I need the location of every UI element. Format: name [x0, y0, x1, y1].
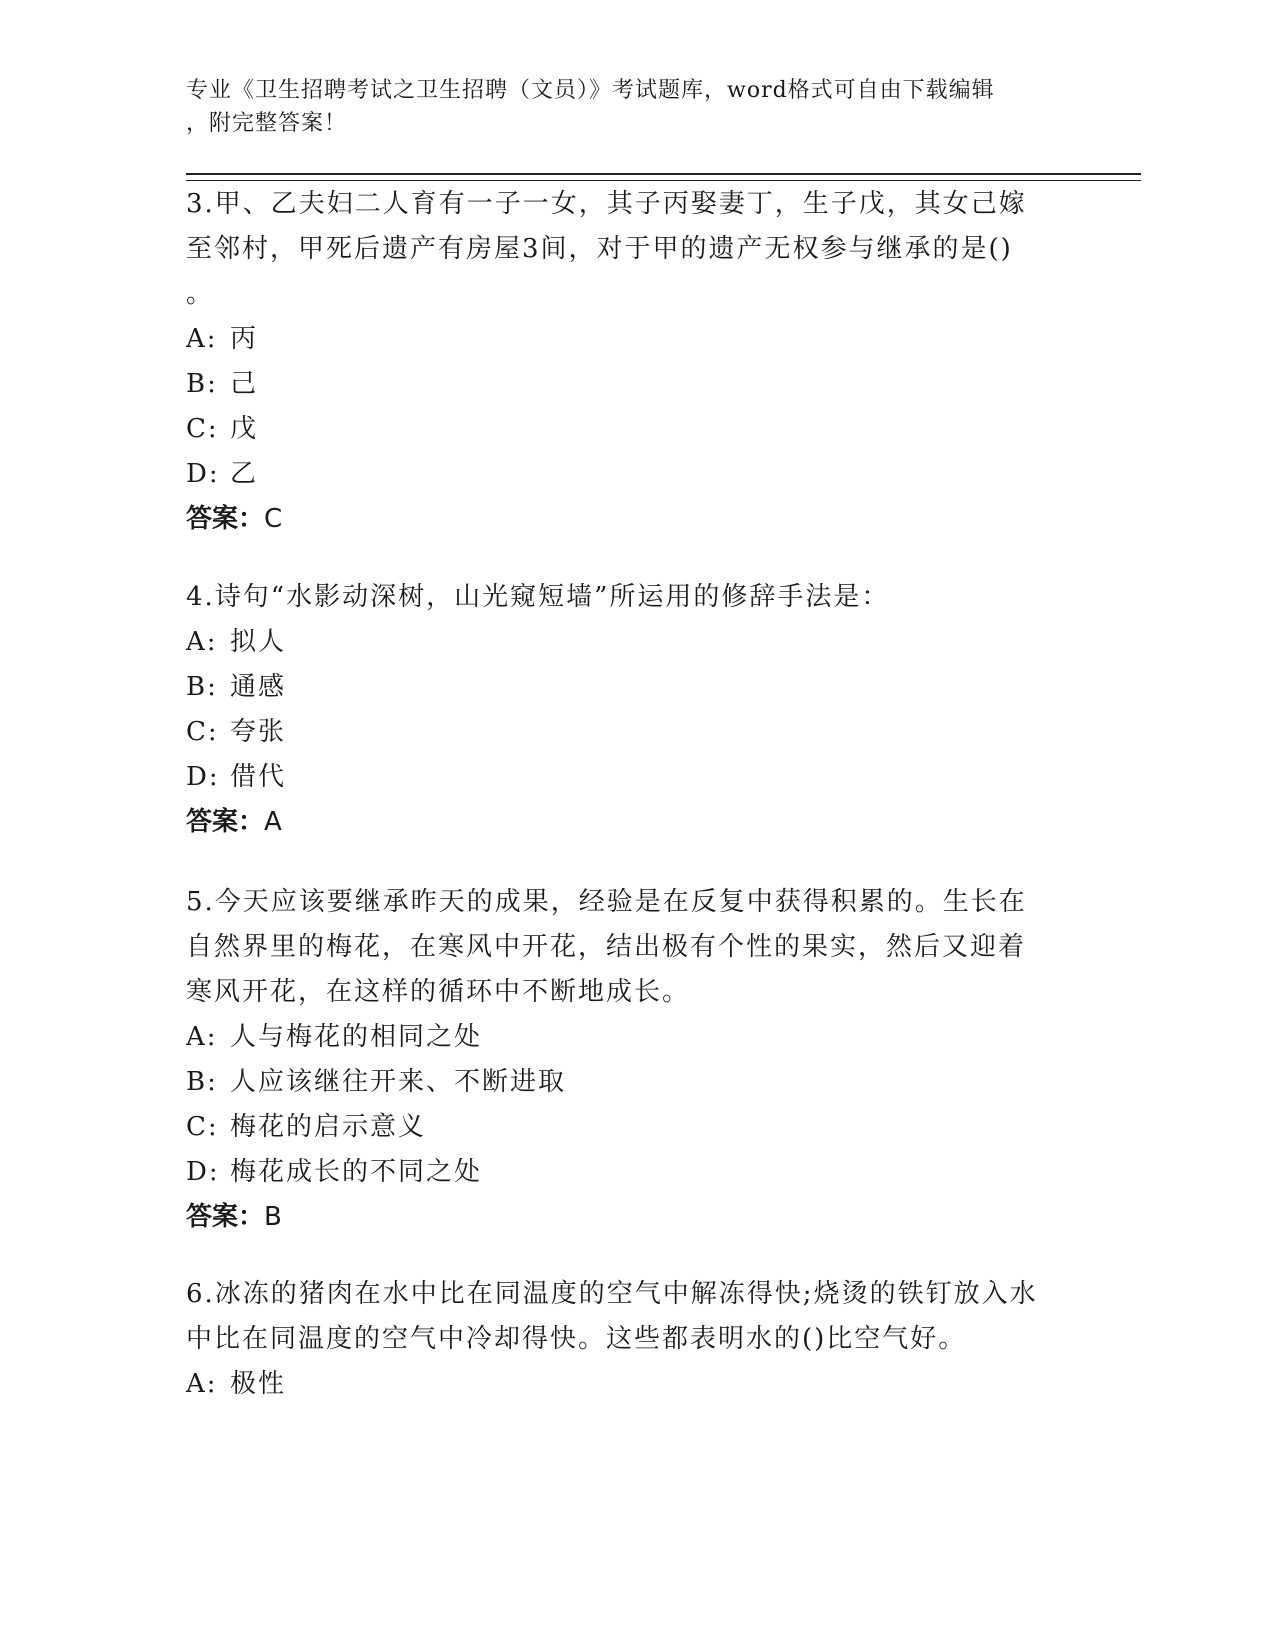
answer-label: 答案：	[186, 504, 265, 534]
question-stem-line: 5.今天应该要继承昨天的成果，经验是在反复中获得积累的。生长在	[186, 887, 1027, 917]
answer-value: C	[264, 504, 283, 534]
option-letter: C:	[186, 1112, 219, 1142]
question-stem-line: 6.冰冻的猪肉在水中比在同温度的空气中解冻得快;烧烫的铁钉放入水	[186, 1279, 1038, 1309]
option-letter: D:	[186, 1157, 220, 1187]
document-header	[186, 74, 1066, 140]
question-stem-line: 3.甲、乙夫妇二人育有一子一女，其子丙娶妻丁，生子戊，其女己嫁	[186, 189, 1027, 219]
option-a	[186, 1362, 1086, 1407]
option-a	[186, 620, 1086, 665]
option-text: 借代	[230, 762, 287, 792]
option-text: 梅花成长的不同之处	[230, 1157, 483, 1187]
header-line-1: 专业《卫生招聘考试之卫生招聘（文员）》考试题库，word格式可自由下载编辑	[186, 78, 995, 103]
option-text: 己	[230, 369, 259, 399]
question-stem-line: 自然界里的梅花，在寒风中开花，结出极有个性的果实，然后又迎着	[186, 932, 1027, 962]
question-6	[186, 1272, 1086, 1407]
header-line-2: ，附完整答案！	[186, 111, 348, 136]
option-text: 乙	[230, 459, 259, 489]
question-5	[186, 880, 1086, 1240]
question-4	[186, 575, 1086, 845]
option-d	[186, 452, 1086, 497]
header-divider-thick	[186, 173, 1141, 175]
answer-label: 答案：	[186, 1202, 265, 1232]
option-text: 梅花的启示意义	[230, 1112, 427, 1142]
question-stem-line: 4.诗句“水影动深树，山光窥短墙”所运用的修辞手法是：	[186, 582, 890, 612]
answer-value: B	[264, 1202, 282, 1232]
question-3	[186, 182, 1086, 542]
option-b	[186, 1060, 1086, 1105]
option-a	[186, 317, 1086, 362]
question-stem-line: 。	[186, 279, 215, 309]
option-text: 人应该继往开来、不断进取	[230, 1067, 567, 1097]
option-c	[186, 710, 1086, 755]
option-letter: B:	[186, 1067, 218, 1097]
option-text: 戊	[230, 414, 259, 444]
answer-line	[186, 800, 1086, 845]
option-d	[186, 1150, 1086, 1195]
header-divider-thin	[186, 180, 1141, 181]
option-text: 通感	[230, 672, 287, 702]
option-letter: C:	[186, 717, 219, 747]
option-text: 拟人	[230, 627, 287, 657]
option-b	[186, 362, 1086, 407]
option-c	[186, 407, 1086, 452]
answer-value: A	[264, 807, 282, 837]
option-letter: B:	[186, 369, 218, 399]
option-letter: A:	[186, 627, 218, 657]
option-d	[186, 755, 1086, 800]
question-stem-line: 至邻村，甲死后遗产有房屋3间，对于甲的遗产无权参与继承的是()	[186, 234, 1013, 264]
option-b	[186, 665, 1086, 710]
option-a	[186, 1015, 1086, 1060]
option-letter: A:	[186, 1369, 218, 1399]
option-text: 人与梅花的相同之处	[230, 1022, 483, 1052]
option-letter: D:	[186, 762, 220, 792]
option-letter: A:	[186, 1022, 218, 1052]
option-letter: D:	[186, 459, 220, 489]
option-letter: C:	[186, 414, 219, 444]
option-text: 极性	[230, 1369, 287, 1399]
answer-line	[186, 1195, 1086, 1240]
option-text: 夸张	[230, 717, 287, 747]
answer-label: 答案：	[186, 807, 265, 837]
answer-line	[186, 497, 1086, 542]
question-stem-line: 寒风开花，在这样的循环中不断地成长。	[186, 977, 691, 1007]
option-text: 丙	[230, 324, 259, 354]
option-letter: A:	[186, 324, 218, 354]
option-c	[186, 1105, 1086, 1150]
question-stem-line: 中比在同温度的空气中冷却得快。这些都表明水的()比空气好。	[186, 1324, 967, 1354]
option-letter: B:	[186, 672, 218, 702]
